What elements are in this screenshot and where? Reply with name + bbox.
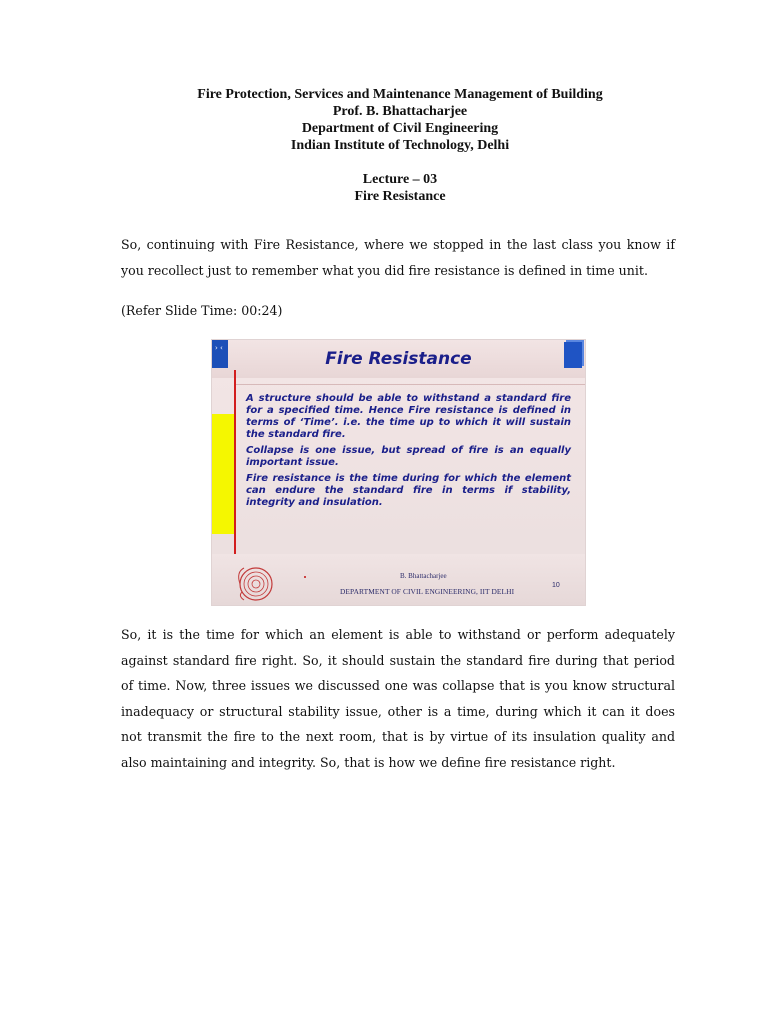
department-name: Department of Civil Engineering xyxy=(301,121,499,136)
institute-name: Indian Institute of Technology, Delhi xyxy=(290,138,510,153)
explanation-paragraph: So, it is the time for which an element is able to withstand or perform adequately against standard fire right. So, it should sustain the standard fire during that period of time. Now, three issues we discussed one was collapse that is you know structural inadequacy or structural stability issue, other is a time, during which it can it does not transmit the fire to the next room, that is by virtue of its insulation quality and also maintaining and integrity. So, that is how we define fire resistance right. xyxy=(121,627,675,770)
professor-name: Prof. B. Bhattacharjee xyxy=(332,104,468,119)
course-title: Fire Protection, Services and Maintenance Management of Building xyxy=(197,87,603,102)
document-header xyxy=(0,86,768,154)
slide-title: Fire Resistance xyxy=(325,349,472,369)
lecture-number: Lecture – 03 xyxy=(362,172,438,187)
slide-divider xyxy=(234,384,585,385)
slide-point: A structure should be able to withstand a standard fire for a specified time. Hence Fire resistance is defined in terms of ‘Time’. i.e. the time up to which it will sustain the standard fire. xyxy=(246,393,571,440)
lecture-title: Fire Resistance xyxy=(354,189,446,204)
slide-time-reference: (Refer Slide Time: 00:24) xyxy=(121,303,283,318)
slide-page-number: 10 xyxy=(552,582,560,589)
slide-dot xyxy=(304,576,306,578)
slide-department: DEPARTMENT OF CIVIL ENGINEERING, IIT DELHI xyxy=(340,587,515,596)
red-accent-line xyxy=(234,370,236,554)
slide-point: Fire resistance is the time during for which the element can endure the standard fire in terms if stability, integrity and insulation. xyxy=(246,473,571,508)
slide-author: B. Bhattacharjee xyxy=(400,572,447,580)
yellow-accent-bar xyxy=(212,414,234,534)
cube-icon: › ‹ xyxy=(212,340,228,368)
lecture-slide xyxy=(212,340,585,605)
intro-paragraph: So, continuing with Fire Resistance, where we stopped in the last class you know if you recollect just to remember what you did fire resistance is defined in time unit. xyxy=(121,237,675,278)
slide-point: Collapse is one issue, but spread of fire is an equally important issue. xyxy=(246,445,571,468)
lecture-heading xyxy=(0,171,768,205)
iit-seal-icon xyxy=(234,562,274,602)
slide-body xyxy=(246,393,571,513)
